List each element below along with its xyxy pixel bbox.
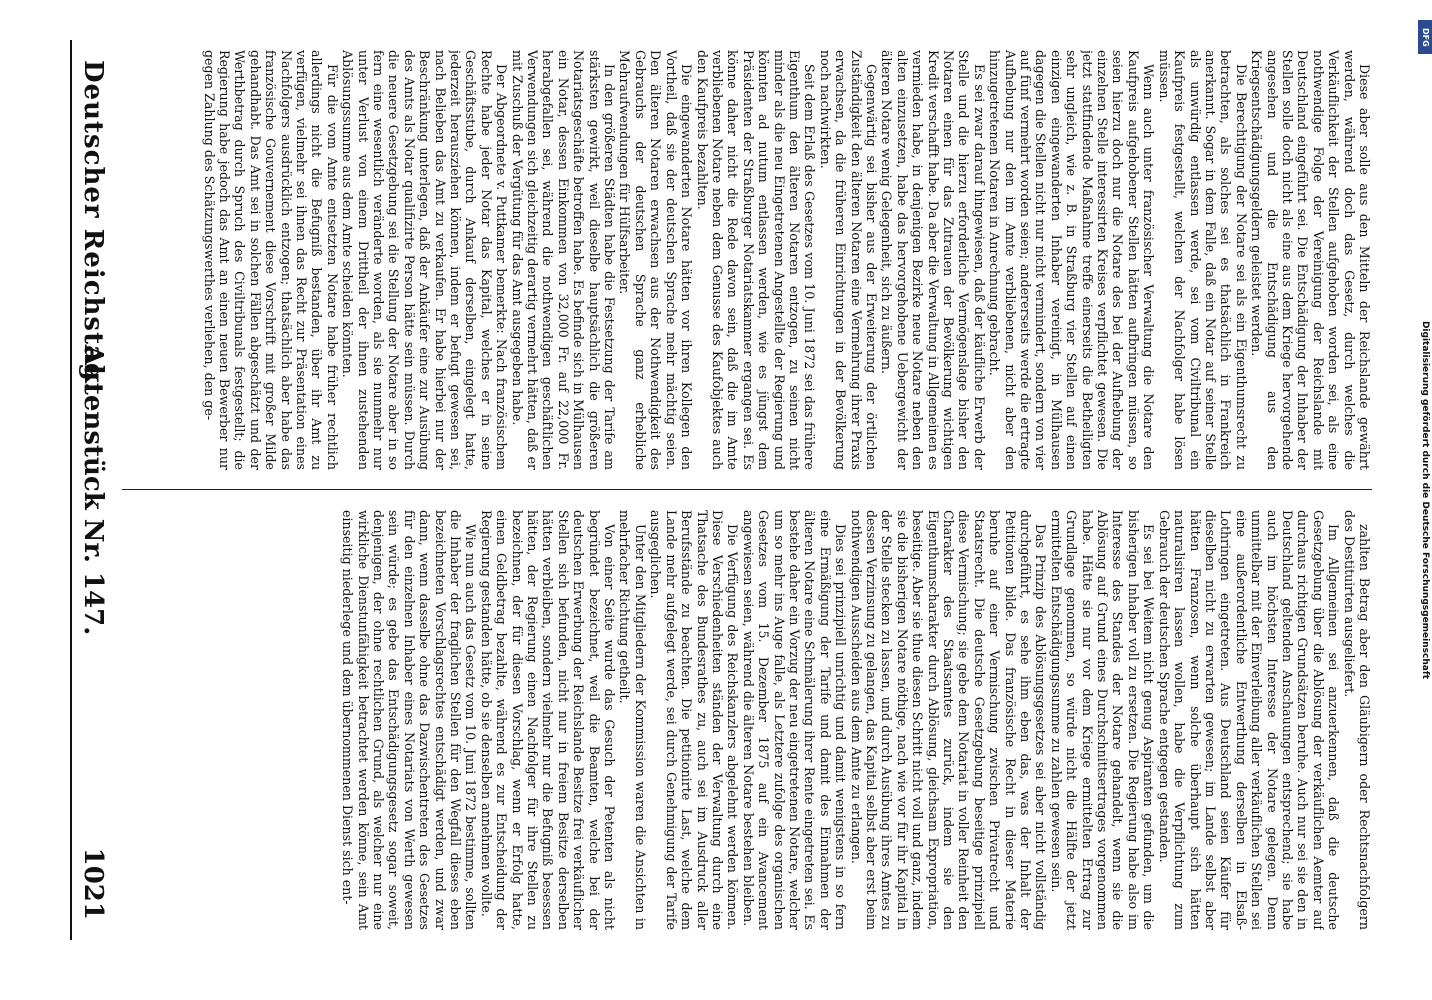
paragraph: Diese aber solle aus den Mitteln der Reichslande gewährt werden, während doch das Gesetz, durch welches die Verkäuflichkeit der Stellen aufgehoben worden sei, als eine nothwendige Folge der Vereinigung der Reichslande mit Deutschland eingeführt sei. Die Entschädigung der Inhaber der Stellen solle doch nicht als eine aus dem Kriege hervorgehende angesehen und die Entschädigung aus den Kriegsentschädigungsgeldern geleistet werden. [1249, 50, 1372, 470]
page-header [70, 40, 112, 940]
paragraph: Im Allgemeinen sei anzuerkennen, daß die deutsche Gesetzgebung über die Ablösung der verkäuflichen Aemter auf durchaus richtigen Grundsätzen beruhe. Auch nur sei sie den in Deutschland geltenden Anschauungen entsprechend; sie habe auch im höchsten Interesse der Notare gelegen. Denn unmittelbar mit der Einverleibung aller verkäuflichen Stellen sei eine außerordentliche Entwerthung derselben in Elsaß-Lothringen eingetreten. Aus Deutschland seien Käufer für dieselben nicht zu erwarten gewesen; im Lande selbst aber hätten Franzosen, wenn solche überhaupt sich hätten naturalisiren lassen wollen, habe die Verpflichtung zum Gebrauch der deutschen Sprache entgegen gestanden. [1156, 510, 1342, 930]
digitization-credit [1418, 20, 1432, 980]
column-left [122, 50, 1372, 470]
paragraph: zahlten Betrag aber den Gläubigern oder Rechtsnachfolgern des Destituirten ausgeliefert. [1341, 510, 1372, 930]
dfg-logo: DFG [1418, 20, 1432, 54]
paragraph: Dies sei prinzipiell unrichtig und damit wenigstens in so fern eine Ermäßigung der Tarife und damit des Einnahmen der älteren Notare eine Schmälerung ihrer Rente eingetreten sei. Es bestehe daher ein Vorzug der neu eingetretenen Notare, welcher um so mehr ins Auge falle, als Letztere zufolge des organischen Gesetzes vom 15. Dezember 1875 auf ein Avancement angewiesen seien, während die älteren Notare bestehen bleiben. [740, 510, 849, 930]
paragraph: Wie nun auch das Gesetz vom 10. Juni 1872 bestimme, sollten die Inhaber der fraglichen Stellen für den Wegfall dieses eben bezeichneten Vorschlagsrechtes entschädigt werden, und zwar dann, wenn dasselbe ohne das Dazwischentreten des Gesetzes für den einzelnen Inhaber eines Notariats von Werth gewesen sein würde; es gebe das Entschädigungsgesetz sogar soweit, denjenigen, der ohne rechtlichen Grund, als welcher nur eine wirkliche Dienstunfähigkeit betrachtet werden könne, sein Amt einseitig niederlege und dem übernommenen Dienst sich ent- [340, 510, 479, 930]
paragraph: In den größeren Städten habe die Festsetzung der Tarife am stärksten gewirkt, weil dieselbe hauptsächlich die größeren Notariatsgeschäfte betroffen habe. Es befinde sich in Mülhausen ein Notar, dessen Einkommen von 32,000 Fr. auf 22,000 Fr. herabgefallen sei, während die nothwendigen geschäftlichen Verwendungen sich gleichzeitig derartig vermehrt hätten, daß er mit Zuschuß der Vergütung für das Amt ausgegeben habe. [509, 50, 618, 470]
paragraph: Seit dem Erlaß des Gesetzes vom 10. Juni 1872 sei das frühere Eigenthum den älteren Notaren entzogen, zu seinen nicht minder als die neu Eingetretenen Angestellte der Regierung und könnten ad nutum entlassen werden, wie es jüngst dem Präsidenten der Straßburger Notariatskammer ergangen sei. Es könne daher nicht die Rede davon sein, daß die im Amte verbliebenen Notare neben dem Genusse des Kaufobjektes auch den Kaufpreis bezahlten. [694, 50, 818, 470]
paragraph: Für die vom Amte entsetzten Notare habe früher rechtlich allerdings nicht die Befugniß bestanden, über ihr Amt zu verfügen, vielmehr sei ihnen das Recht zur Präsentation eines Nachfolgers ausdrücklich entzogen; thatsächlich aber habe das französische Gouvernement diese Vorschrift mit großer Milde gehandhabt. Das Amt sei in solchen Fällen abgeschätzt und der Werthbetrag durch Spruch des Civiltribunals festgestellt; die Regierung habe jedoch das Amt an einen neuen Bewerber nur gegen Zahlung des Schätzungswerthes verliehen, den ge- [201, 50, 340, 470]
publication-title: Deutscher Reichstag. [78, 60, 108, 393]
paragraph: Die Berechtigung der Notare sei als ein Eigenthumsrecht zu betrachten, als solches sei es thatsächlich in Frankreich anerkannt. Sogar in dem Falle, daß ein Notar auf seiner Stelle als unwürdig entlassen werde, sei vom Civiltribunal ein Kaufpreis festgestellt, welchen der Nachfolger habe lösen müssen. [1156, 50, 1249, 470]
credit-text: Digitalisierung gefördert durch die Deutsche Forschungsgemeinschaft [1420, 320, 1430, 680]
paragraph: Unter den Mitgliedern der Kommission waren die Ansichten in mehrfacher Richtung getheilt. [617, 510, 648, 930]
paragraph: Es sei zwar darauf hingewiesen, daß der käufliche Erwerb der Stelle und die hierzu erforderliche Vermögenslage bisher den Notaren einen für das Zutrauen der Bevölkerung wichtigen Kredit verschafft habe. Da aber die Verwaltung in Allgemeinen es vermieden habe, in denjenigen Bezirke neue Notare neben den alten einzusetzen, habe das hervorgehobene Uebergewicht der älteren Notare wenig Gelegenheit, sich zu äußern. [879, 50, 987, 470]
paragraph: Von einer Seite wurde das Gesuch der Petenten als nicht begründet bezeichnet, weil die Beamten, welche bei der deutschen Erwerbung der Reichslande Besitze frei verkäuflicher Stellen sich befunden, nicht nur in freiem Besitze derselben hätten verbleiben, sondern vielmehr nur die Befugniß besessen hätten, der Regierung einen Nachfolger für ihre Stellen zu bezeichnen, der für diesen Vorschlag, wenn er Erfolg hatte, einen Geldbetrag bezahlte, während es zur Entscheidung der Regierung gestanden hätte, ob sie denselben annehmen wollte. [478, 510, 618, 930]
paragraph: Die eingewanderten Notare hätten vor ihren Kollegen den Vortheil, daß sie der deutschen Sprache mehr mächtig seien. Den älteren Notaren erwachsen aus der Nothwendigkeit des Gebrauchs der deutschen Sprache ganz erhebliche Mehraufwendungen für Hülfsarbeiter. [617, 50, 695, 470]
paragraph: Gegenwärtig sei bisher aus der Erweiterung der örtlichen Zuständigkeit den älteren Notaren eine Vermehrung ihrer Praxis erwachsen, da die früheren Einrichtungen in der Bevölkerung noch nachwirkten. [817, 50, 879, 470]
document-number: Aktenstück Nr. 147. [78, 344, 108, 636]
paragraph: Das Prinzip des Ablösungsgesetzes sei aber nicht vollständig durchgeführt, es sehe ihm eben das, was der Inhalt der Petitionen bilde. Das französische Recht in dieser Materie beruhe auf einer Vermischung zwischen Privatrecht und Staatsrecht. Die deutsche Gesetzgebung beseitige prinzipiell diese Vermischung; sie gebe dem Notariat in voller Reinheit den Charakter des Staatsamtes zurück, indem sie den Eigenthumscharakter durch Ablösung, gleichsam Expropriation, beseitige. Aber sie thue diesen Schritt nicht voll und ganz, indem sie die bisherigen Notare nöthige, nach wie vor für ihr Kapital in der Stelle stecken zu lassen, und durch Ausübung ihres Amtes zu dessen Verzinsung zu gelangen, das Kapital selbst aber erst beim nothwendigen Ausscheiden aus dem Amte zu erlangen. [848, 510, 1049, 930]
page-number: 1021 [78, 847, 108, 920]
paragraph: Wenn auch unter französischer Verwaltung die Notare den Kaufpreis aufgehobener Stellen hätten aufbringen müssen, so seien hierzu doch nur die Notare des bei der Aufhebung der einzelnen Stelle interessirten Kreises verpflichtet gewesen. Die jetzt stattfindende Maßnahme treffe einerseits die Betheiligten sehr ungleich, wie z. B. in Straßburg vier Stellen auf einen einzigen eingewanderten Inhaber vereinigt, in Mülhausen dagegen die Stellen nicht nur nicht vermindert, sondern von vier auf fünf vermehrt worden seien; andererseits werde die ertragte Aufhebung nur den im Amte verbliebenen, nicht aber den hinzugetretenen Notaren in Anrechnung gebracht. [987, 50, 1157, 470]
paragraph: Der Abgeordnete v. Puttkamer bemerkte: Nach französischem Rechte habe jeder Notar das Kapital, welches er in seine Geschäftsstube, durch Ankauf derselben, eingelegt hatte, jederzeit herausziehen können, indem er befugt gewesen sei, nach Belieben das Amt zu verkaufen. Er habe hierbei nur der Beschränkung unterlegen, daß der Ankäufer eine zur Ausübung des Amts als Notar qualifizirte Person hätte sein müssen. Durch die neuere Gesetzgebung sei die Stellung der Notare aber in so fern eine wesentlich veränderte worden, als sie nunmehr nur unter Verlust von einem Drittheil der ihnen zustehenden Ablösungssumme aus dem Amte scheiden könnten. [340, 50, 510, 470]
paragraph: Die Verfügung des Reichskanzlers abgelehnt werden können. Diese Verschiedenheiten ständen der Verwaltung durch eine Thatsache des Bundesrathes zu, auch sei im Ausdruck aller Berufsstände zu beachten. Die petitionirte Last, welche dem Lande mehr aufgelegt werde, sei durch Genehmigung der Tarife ausgeglichen. [648, 510, 741, 930]
column-right [122, 510, 1372, 930]
paragraph: Es sei bei Weitem nicht genug Aspiranten gefunden, um die bisherigen Inhaber voll zu ersetzen. Die Regierung habe also im Interesse des Standes der Notare gehandelt, wenn sie die Ablösung auf Grund eines Durchschnittsertrages vorgenommen habe. Hätte sie nur vor dem Kriege ermittelten Ertrag zur Grundlage genommen, so würde nicht die Hälfte der jetzt ermittelten Entschädigungssumme zu zahlen gewesen sein. [1048, 510, 1157, 930]
text-columns [122, 50, 1372, 930]
column-divider [122, 489, 1372, 490]
